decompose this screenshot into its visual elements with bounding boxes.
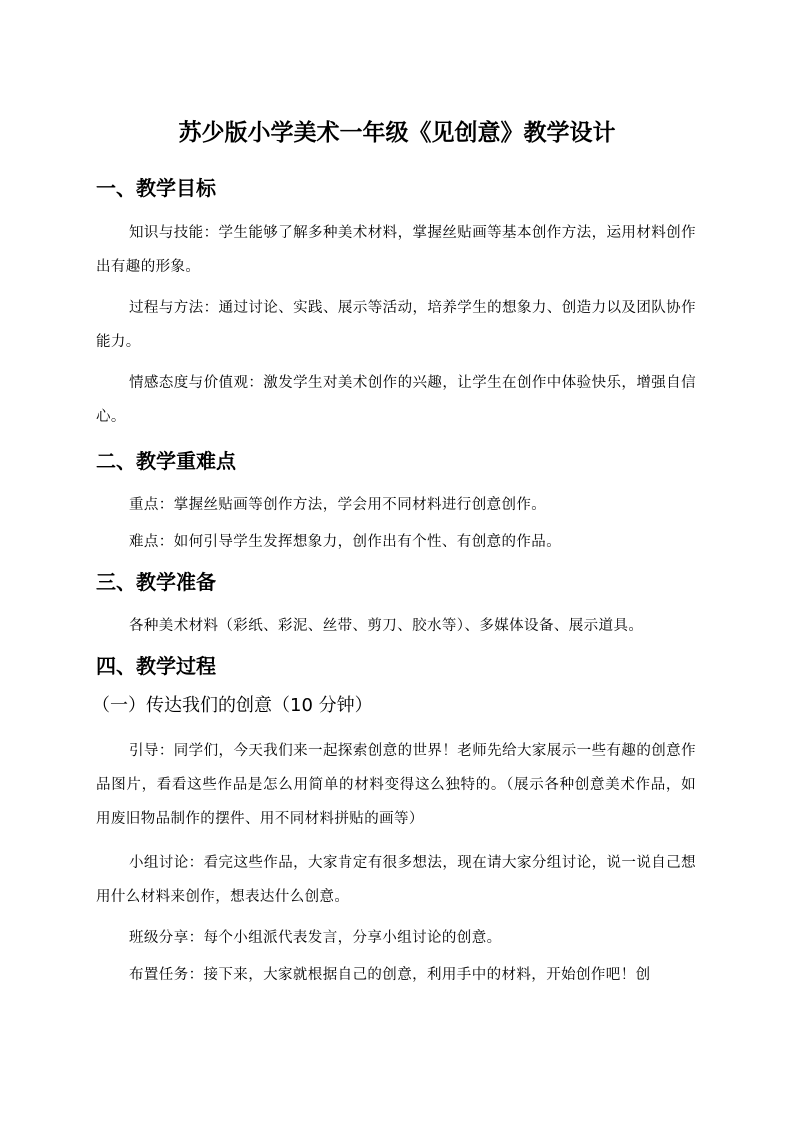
paragraph-key-point: 重点：掌握丝贴画等创作方法，学会用不同材料进行创意创作。 — [129, 497, 547, 513]
subsection-heading-convey-ideas: （一）传达我们的创意（10 分钟） — [92, 695, 373, 716]
paragraph-process-methods: 过程与方法：通过讨论、实践、展示等活动，培养学生的想象力、创造力以及团队协作能力。 — [96, 300, 696, 350]
paragraph-difficult-point: 难点：如何引导学生发挥想象力，创作出有个性、有创意的作品。 — [129, 534, 562, 550]
paragraph-group-discussion: 小组讨论：看完这些作品，大家肯定有很多想法，现在请大家分组讨论，说一说自己想用什么材料来创作，想表达什么创意。 — [96, 855, 696, 905]
paragraph-introduction: 引导：同学们，今天我们来一起探索创意的世界！老师先给大家展示一些有趣的创意作品图片，看看这些作品是怎么用简单的材料变得这么独特的。（展示各种创意美术作品，如用废旧物品制作的摆件、用不同材料拼贴的画等） — [96, 743, 696, 827]
paragraph-attitude-values: 情感态度与价值观：激发学生对美术创作的兴趣，让学生在创作中体验快乐，增强自信心。 — [96, 375, 696, 425]
document-title: 苏少版小学美术一年级《见创意》教学设计 — [178, 120, 616, 146]
section-heading-preparation: 三、教学准备 — [96, 570, 216, 594]
paragraph-materials: 各种美术材料（彩纸、彩泥、丝带、剪刀、胶水等）、多媒体设备、展示道具。 — [129, 618, 644, 634]
section-heading-process: 四、教学过程 — [96, 654, 216, 678]
section-heading-key-points: 二、教学重难点 — [96, 449, 236, 473]
paragraph-assign-task: 布置任务：接下来，大家就根据自己的创意，利用手中的材料，开始创作吧！创 — [129, 967, 651, 983]
section-heading-objectives: 一、教学目标 — [96, 176, 216, 200]
paragraph-knowledge-skills: 知识与技能：学生能够了解多种美术材料，掌握丝贴画等基本创作方法，运用材料创作出有趣的形象。 — [96, 225, 696, 275]
paragraph-class-sharing: 班级分享：每个小组派代表发言，分享小组讨论的创意。 — [129, 930, 502, 946]
